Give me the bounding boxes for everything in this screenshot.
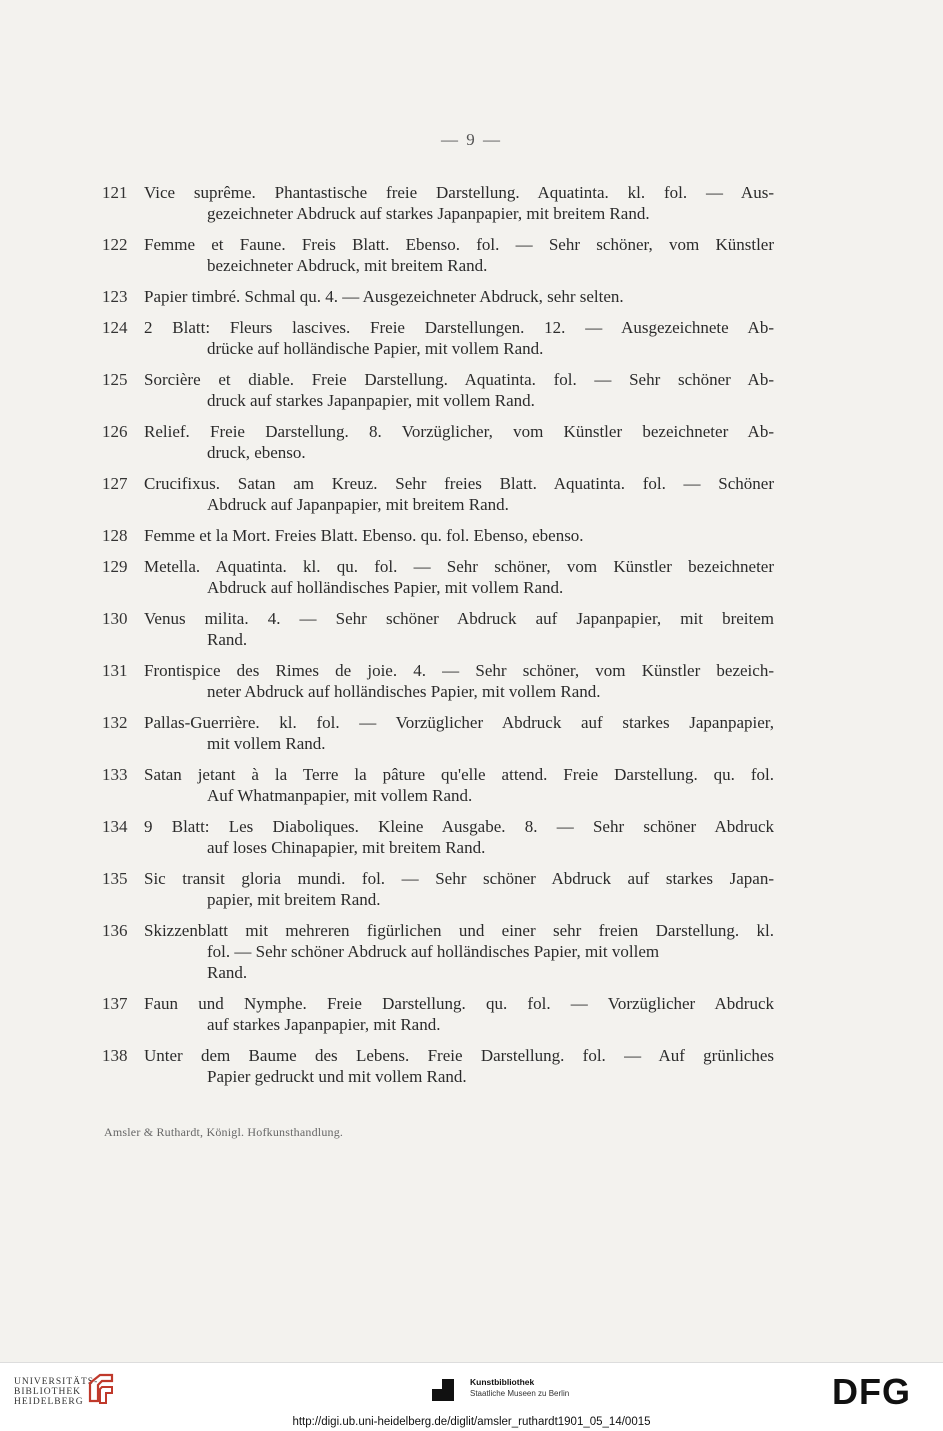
kunstbibliothek-title: Kunstbibliothek	[470, 1377, 535, 1387]
entry-continuation-line: Abdruck auf Japanpapier, mit breitem Rand.	[207, 495, 509, 514]
entry-continuation-line: Rand.	[207, 630, 248, 649]
entry-first-line: Skizzenblatt mit mehreren figürlichen und einer sehr freien Darstellung. kl.	[144, 921, 774, 940]
catalog-entry	[102, 868, 774, 910]
entry-number: 137	[102, 994, 128, 1013]
entry-first-line: Femme et la Mort. Freies Blatt. Ebenso. qu. fol. Ebenso, ebenso.	[144, 526, 584, 545]
entry-number: 129	[102, 557, 128, 576]
uni-line-2: BIBLIOTHEK	[14, 1387, 81, 1397]
entry-first-line: Crucifixus. Satan am Kreuz. Sehr freies Blatt. Aquatinta. fol. — Schöner	[144, 474, 774, 493]
entry-continuation-line: Rand.	[207, 963, 248, 982]
uni-line-3: HEIDELBERG	[14, 1397, 84, 1407]
dfg-logo[interactable]: DFG	[832, 1371, 911, 1412]
catalog-entry	[102, 421, 774, 463]
entry-number: 127	[102, 474, 128, 493]
entry-first-line: Faun und Nymphe. Freie Darstellung. qu. fol. — Vorzüglicher Abdruck	[144, 994, 774, 1013]
entry-continuation-line: druck, ebenso.	[207, 443, 306, 462]
page-number: — 9 —	[441, 130, 502, 149]
uni-line-1: UNIVERSITÄTS-	[14, 1377, 99, 1387]
entry-first-line: Unter dem Baume des Lebens. Freie Darstellung. fol. — Auf grünliches	[144, 1046, 774, 1065]
entry-continuation-line: papier, mit breitem Rand.	[207, 890, 381, 909]
entry-number: 126	[102, 422, 128, 441]
entry-continuation-line: Papier gedruckt und mit vollem Rand.	[207, 1067, 467, 1086]
kunstbibliothek-logo-icon	[432, 1379, 454, 1401]
catalog-entry	[102, 993, 774, 1035]
entry-number: 121	[102, 183, 128, 202]
entry-number: 122	[102, 235, 128, 254]
catalog-entry	[102, 764, 774, 806]
entry-continuation-line: auf starkes Japanpapier, mit Rand.	[207, 1015, 441, 1034]
catalog-entry	[102, 712, 774, 754]
catalog-entry	[102, 920, 774, 983]
catalog-entry	[102, 286, 774, 307]
catalog-entry	[102, 369, 774, 411]
footer-bar	[0, 1362, 943, 1415]
catalog-entry	[102, 816, 774, 858]
catalog-entry	[102, 234, 774, 276]
entry-first-line: Relief. Freie Darstellung. 8. Vorzüglicher, vom Künstler bezeichneter Ab-	[144, 422, 774, 441]
catalog-entry	[102, 525, 774, 546]
entry-number: 133	[102, 765, 128, 784]
entry-continuation-line: Abdruck auf holländisches Papier, mit vollem Rand.	[207, 578, 564, 597]
entry-number: 134	[102, 817, 128, 836]
entry-number: 131	[102, 661, 128, 680]
entry-number: 132	[102, 713, 128, 732]
entry-first-line: Sorcière et diable. Freie Darstellung. Aquatinta. fol. — Sehr schöner Ab-	[144, 370, 774, 389]
entry-number: 128	[102, 526, 128, 545]
entry-continuation-line: druck auf starkes Japanpapier, mit vollem Rand.	[207, 391, 535, 410]
entry-continuation-line: bezeichneter Abdruck, mit breitem Rand.	[207, 256, 488, 275]
entry-first-line: Papier timbré. Schmal qu. 4. — Ausgezeichneter Abdruck, sehr selten.	[144, 287, 624, 306]
entry-number: 125	[102, 370, 128, 389]
entry-number: 138	[102, 1046, 128, 1065]
heidelberg-logo-icon[interactable]	[86, 1371, 116, 1407]
entry-first-line: Femme et Faune. Freis Blatt. Ebenso. fol. — Sehr schöner, vom Künstler	[144, 235, 774, 254]
entry-continuation-line: auf loses Chinapapier, mit breitem Rand.	[207, 838, 486, 857]
entry-first-line: 9 Blatt: Les Diaboliques. Kleine Ausgabe. 8. — Sehr schöner Abdruck	[144, 817, 774, 836]
catalog-entry	[102, 182, 774, 224]
kunstbibliothek-text	[470, 1377, 569, 1398]
catalog-entry	[102, 473, 774, 515]
catalog-entry	[102, 1045, 774, 1087]
catalog-entry	[102, 556, 774, 598]
catalog-entry	[102, 317, 774, 359]
publisher-imprint: Amsler & Ruthardt, Königl. Hofkunsthandlung.	[104, 1125, 344, 1139]
kunstbibliothek-subtitle: Staatliche Museen zu Berlin	[470, 1389, 570, 1398]
entry-first-line: Pallas-Guerrière. kl. fol. — Vorzüglicher Abdruck auf starkes Japanpapier,	[144, 713, 774, 732]
catalog-entry	[102, 608, 774, 650]
catalog-entries	[102, 182, 774, 1097]
entry-first-line: Venus milita. 4. — Sehr schöner Abdruck auf Japanpapier, mit breitem	[144, 609, 774, 628]
entry-first-line: Frontispice des Rimes de joie. 4. — Sehr schöner, vom Künstler bezeich-	[144, 661, 774, 680]
catalog-entry	[102, 660, 774, 702]
entry-continuation-line: neter Abdruck auf holländisches Papier, mit vollem Rand.	[207, 682, 601, 701]
entry-first-line: 2 Blatt: Fleurs lascives. Freie Darstellungen. 12. — Ausgezeichnete Ab-	[144, 318, 774, 337]
entry-number: 136	[102, 921, 128, 940]
entry-continuation-line: gezeichneter Abdruck auf starkes Japanpapier, mit breitem Rand.	[207, 204, 650, 223]
entry-number: 123	[102, 287, 128, 306]
entry-continuation-line: Auf Whatmanpapier, mit vollem Rand.	[207, 786, 473, 805]
entry-continuation-line: drücke auf holländische Papier, mit vollem Rand.	[207, 339, 544, 358]
entry-number: 124	[102, 318, 128, 337]
source-url[interactable]: http://digi.ub.uni-heidelberg.de/diglit/amsler_ruthardt1901_05_14/0015	[0, 1414, 943, 1431]
entry-continuation-line: mit vollem Rand.	[207, 734, 326, 753]
entry-number: 130	[102, 609, 128, 628]
entry-first-line: Vice suprême. Phantastische freie Darstellung. Aquatinta. kl. fol. — Aus-	[144, 183, 774, 202]
entry-continuation-line: fol. — Sehr schöner Abdruck auf holländisches Papier, mit vollem	[207, 942, 660, 961]
entry-first-line: Satan jetant à la Terre la pâture qu'elle attend. Freie Darstellung. qu. fol.	[144, 765, 774, 784]
entry-first-line: Metella. Aquatinta. kl. qu. fol. — Sehr schöner, vom Künstler bezeichneter	[144, 557, 774, 576]
entry-number: 135	[102, 869, 128, 888]
entry-first-line: Sic transit gloria mundi. fol. — Sehr schöner Abdruck auf starkes Japan-	[144, 869, 774, 888]
